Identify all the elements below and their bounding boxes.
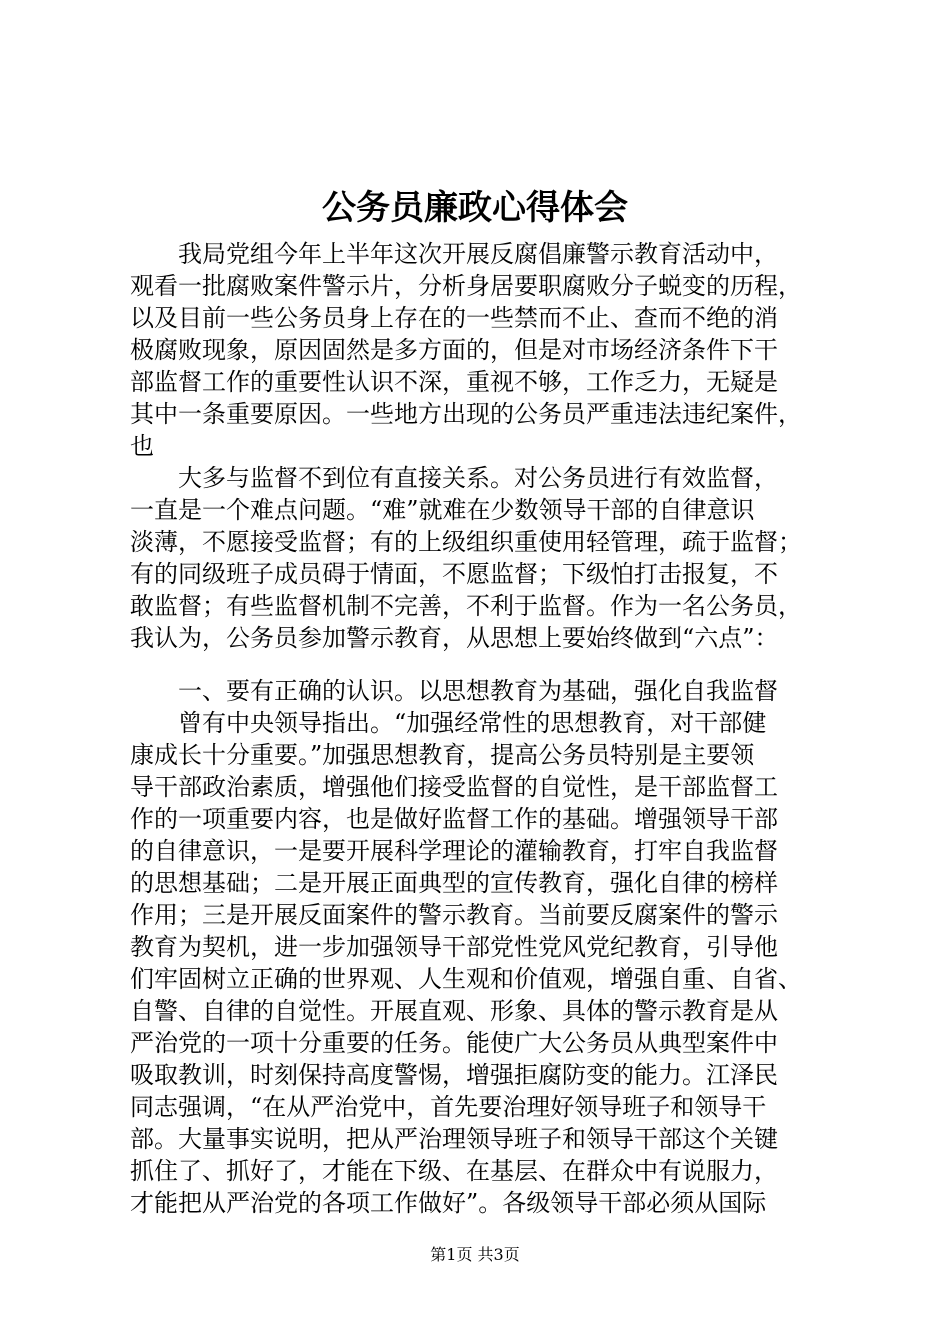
page-number-footer: 第1页 共3页	[430, 1245, 520, 1264]
page-title: 公务员廉政心得体会	[322, 188, 628, 228]
body-line: 大多与监督不到位有直接关系。对公务员进行有效监督，	[130, 464, 778, 492]
body-line: 观看一批腐败案件警示片，分析身居要职腐败分子蜕变的历程，	[130, 272, 802, 300]
body-line: 以及目前一些公务员身上存在的一些禁而不止、查而不绝的消	[130, 304, 778, 332]
body-line: 其中一条重要原因。一些地方出现的公务员严重违法违纪案件，	[130, 400, 802, 428]
body-line: 康成长十分重要。”加强思想教育，提高公务员特别是主要领	[130, 741, 755, 769]
body-line: 部监督工作的重要性认识不深，重视不够，工作乏力，无疑是	[130, 368, 778, 396]
body-line: 淡薄，不愿接受监督；有的上级组织重使用轻管理，疏于监督；	[130, 528, 802, 556]
body-line: 曾有中央领导指出。“加强经常性的思想教育，对干部健	[130, 709, 767, 737]
body-line: 我认为，公务员参加警示教育，从思想上要始终做到“六点”：	[130, 624, 779, 652]
body-line: 才能把从严治党的各项工作做好”。各级领导干部必须从国际	[130, 1189, 767, 1217]
body-line: 有的同级班子成员碍于情面，不愿监督；下级怕打击报复，不	[130, 560, 778, 588]
body-line: 我局党组今年上半年这次开展反腐倡廉警示教育活动中，	[130, 240, 778, 268]
body-line: 同志强调，“在从严治党中，首先要治理好领导班子和领导干	[130, 1093, 767, 1121]
body-line: 的思想基础；二是开展正面典型的宣传教育，强化自律的榜样	[130, 869, 778, 897]
body-line: 自警、自律的自觉性。开展直观、形象、具体的警示教育是从	[130, 997, 778, 1025]
body-line: 们牢固树立正确的世界观、人生观和价值观，增强自重、自省、	[130, 965, 802, 993]
body-line: 作的一项重要内容，也是做好监督工作的基础。增强领导干部	[130, 805, 778, 833]
body-line: 抓住了、抓好了，才能在下级、在基层、在群众中有说服力，	[130, 1157, 778, 1185]
body-line: 严治党的一项十分重要的任务。能使广大公务员从典型案件中	[130, 1029, 778, 1057]
body-line: 的自律意识，一是要开展科学理论的灌输教育，打牢自我监督	[130, 837, 778, 865]
body-line: 一直是一个难点问题。“难”就难在少数领导干部的自律意识	[130, 496, 755, 524]
body-line: 教育为契机，进一步加强领导干部党性党风党纪教育，引导他	[130, 933, 778, 961]
body-line: 极腐败现象，原因固然是多方面的，但是对市场经济条件下干	[130, 336, 778, 364]
body-line: 导干部政治素质，增强他们接受监督的自觉性，是干部监督工	[130, 773, 778, 801]
body-line: 敢监督；有些监督机制不完善，不利于监督。作为一名公务员，	[130, 592, 802, 620]
body-line: 吸取教训，时刻保持高度警惕，增强拒腐防变的能力。江泽民	[130, 1061, 778, 1089]
body-line: 部。大量事实说明，把从严治理领导班子和领导干部这个关键	[130, 1125, 778, 1153]
body-line: 作用；三是开展反面案件的警示教育。当前要反腐案件的警示	[130, 901, 778, 929]
section-heading: 一、要有正确的认识。以思想教育为基础，强化自我监督	[130, 677, 778, 705]
body-line: 也	[130, 432, 154, 460]
